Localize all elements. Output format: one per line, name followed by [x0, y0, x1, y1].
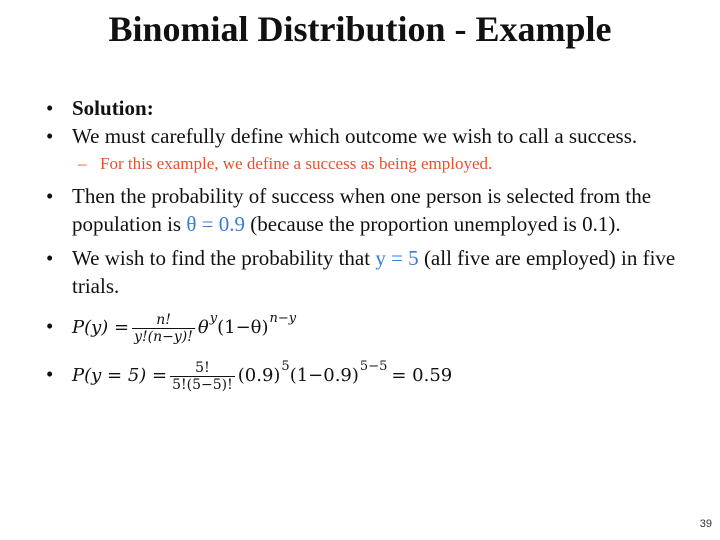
formula2-exponent1: 5 — [281, 359, 290, 374]
slide-content — [46, 94, 686, 396]
prob-theta-value: θ = 0.9 — [186, 212, 245, 236]
formula1-numerator: n! — [156, 311, 171, 328]
bullet-marker: • — [46, 184, 54, 208]
formula1-theta-exponent: y — [209, 311, 218, 326]
bullet-find — [46, 244, 686, 300]
formula1-lhs: P(y) = — [72, 317, 130, 338]
formula2-lhs: P(y = 5) = — [72, 365, 168, 386]
bullet-marker: • — [46, 246, 54, 270]
find-text-pre: We wish to find the probability that — [72, 246, 376, 270]
binomial-formula — [72, 308, 296, 348]
define-sub-text: For this example, we define a success as being employed. — [100, 154, 493, 173]
formula2-base2: (1−0.9) — [289, 365, 359, 386]
slide-title: Binomial Distribution - Example — [108, 9, 612, 49]
bullet-solution — [46, 94, 686, 122]
formula1-fraction — [132, 312, 195, 345]
formula2-exponent2: 5−5 — [359, 359, 388, 374]
find-y-value: y = 5 — [375, 246, 419, 270]
formula1-paren: (1−θ) — [217, 317, 269, 338]
bullet-define — [46, 122, 686, 150]
sub-bullet-define — [46, 152, 686, 176]
page-number: 39 — [699, 518, 712, 530]
formula2-denominator: 5!(5−5)! — [172, 376, 233, 393]
formula1-theta: θ — [197, 317, 209, 338]
prob-text-pre: Then the probability of success when one person is selected from the population is — [72, 184, 652, 236]
bullet-marker: • — [46, 96, 54, 120]
computed-formula — [72, 356, 452, 396]
formula2-numerator: 5! — [195, 359, 210, 376]
formula2-base1: (0.9) — [237, 365, 281, 386]
bullet-marker: • — [46, 314, 54, 338]
define-text: We must carefully define which outcome we wish to call a success. — [72, 124, 638, 148]
dash-marker: – — [78, 154, 87, 173]
bullet-marker: • — [46, 124, 54, 148]
bullet-formula-computed — [46, 354, 686, 396]
prob-text-post: (because the proportion unemployed is 0.1). — [245, 212, 621, 236]
formula2-result: = 0.59 — [391, 365, 453, 386]
find-text-post: (all five are employed) in five trials. — [72, 246, 676, 298]
bullet-formula-general — [46, 306, 686, 348]
formula1-paren-exponent: n−y — [269, 311, 297, 326]
formula1-denominator: y!(n−y)! — [134, 328, 193, 345]
bullet-marker: • — [46, 362, 54, 386]
solution-heading: Solution: — [72, 96, 154, 120]
bullet-probability — [46, 182, 686, 238]
formula2-fraction — [170, 360, 235, 393]
